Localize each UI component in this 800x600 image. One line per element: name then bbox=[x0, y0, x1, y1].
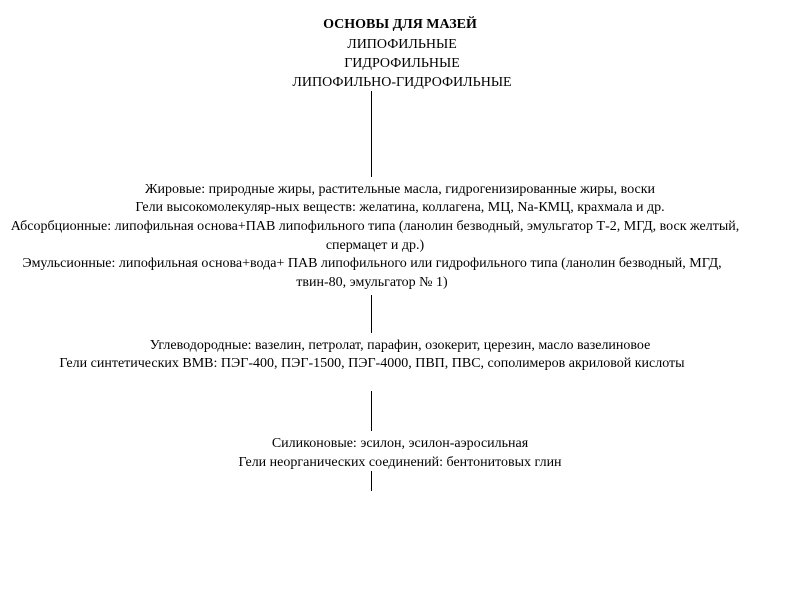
connector-line-1 bbox=[371, 91, 372, 177]
group-synthetic-gels: Гели синтетических ВМВ: ПЭГ-400, ПЭГ-1500, ПЭГ-4000, ПВП, ПВС, сополимеров акриловой кислоты bbox=[59, 356, 685, 371]
type-lipophilic: ЛИПОФИЛЬНЫЕ bbox=[347, 37, 457, 52]
group-absorption-bases: Абсорбционные: липофильная основа+ПАВ липофильного типа (ланолин безводный, эмульгатор Т-2, МГД, воск желтый, спермацет и др.) bbox=[10, 219, 740, 253]
group-hmw-gels: Гели высокомолекуляр-ных веществ: желатина, коллагена, МЦ, Na-КМЦ, крахмала и др. bbox=[135, 200, 665, 215]
type-hydrophilic: ГИДРОФИЛЬНЫЕ bbox=[344, 56, 460, 71]
connector-line-3 bbox=[371, 391, 372, 431]
group-inorganic-gels: Гели неорганических соединений: бентонитовых глин bbox=[238, 455, 562, 470]
connector-line-4 bbox=[371, 471, 372, 491]
page-title: ОСНОВЫ ДЛЯ МАЗЕЙ bbox=[323, 17, 477, 32]
group-hydrocarbon-bases: Углеводородные: вазелин, петролат, парафин, озокерит, церезин, масло вазелиновое bbox=[149, 338, 651, 353]
group-emulsion-bases: Эмульсионные: липофильная основа+вода+ ПАВ липофильного или гидрофильного типа (ланолин безводный, МГД, твин-80, эмульгатор № 1) bbox=[22, 256, 722, 290]
connector-line-2 bbox=[371, 295, 372, 333]
group-fat-bases: Жировые: природные жиры, растительные масла, гидрогенизированные жиры, воски bbox=[144, 182, 656, 197]
group-silicone-bases: Силиконовые: эсилон, эсилон-аэросильная bbox=[271, 436, 529, 451]
type-lipo-hydrophilic: ЛИПОФИЛЬНО-ГИДРОФИЛЬНЫЕ bbox=[292, 75, 512, 90]
